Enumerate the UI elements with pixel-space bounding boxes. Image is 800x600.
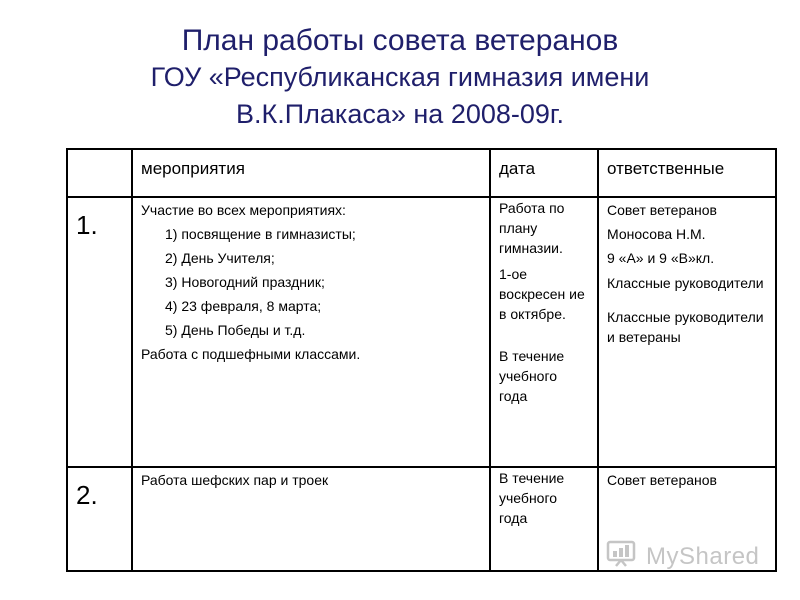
header-date: дата xyxy=(490,149,598,197)
watermark-text: MyShared xyxy=(646,542,760,570)
work-plan-table xyxy=(66,148,777,572)
responsible-text: Совет ветеранов xyxy=(607,202,717,218)
date-text: В течение учебного года xyxy=(499,348,565,404)
row-number: 2. xyxy=(67,467,132,571)
event-item: 3) Новогодний праздник; xyxy=(165,274,325,290)
header-number xyxy=(67,149,132,197)
watermark xyxy=(606,538,759,575)
table-row xyxy=(67,197,776,467)
header-responsible: ответственные xyxy=(598,149,776,197)
header-events: мероприятия xyxy=(132,149,490,197)
date-text: 1-ое воскресен ие в октябре. xyxy=(499,266,585,322)
responsible-text: Классные руководители xyxy=(607,275,764,291)
responsible-text: Моносова Н.М. xyxy=(607,226,706,242)
slide-title xyxy=(40,22,760,133)
row-number: 1. xyxy=(67,197,132,467)
events-cell xyxy=(132,197,490,467)
table-header-row xyxy=(67,149,776,197)
title-line-3: В.К.Плакаса» на 2008-09г. xyxy=(236,99,564,129)
title-line-1: План работы совета ветеранов xyxy=(181,24,619,57)
event-item: 5) День Победы и т.д. xyxy=(165,322,306,338)
events-cell: Работа шефских пар и троек xyxy=(132,467,490,571)
myshared-logo-icon xyxy=(606,538,640,575)
date-text: Работа по плану гимназии. xyxy=(499,200,565,256)
responsible-text: 9 «А» и 9 «В»кл. xyxy=(607,250,715,266)
event-item: 4) 23 февраля, 8 марта; xyxy=(165,298,322,314)
title-line-2: ГОУ «Республиканская гимназия имени xyxy=(150,62,650,92)
responsible-cell xyxy=(598,197,776,467)
events-intro: Участие во всех мероприятиях: xyxy=(141,202,346,218)
responsible-cell: Совет ветеранов xyxy=(598,467,776,571)
responsible-text: Классные руководители и ветераны xyxy=(607,309,764,345)
date-cell: В течение учебного года xyxy=(490,467,598,571)
event-item: 2) День Учителя; xyxy=(165,250,275,266)
date-cell xyxy=(490,197,598,467)
events-outro: Работа с подшефными классами. xyxy=(141,346,361,362)
event-item: 1) посвящение в гимназисты; xyxy=(165,226,356,242)
